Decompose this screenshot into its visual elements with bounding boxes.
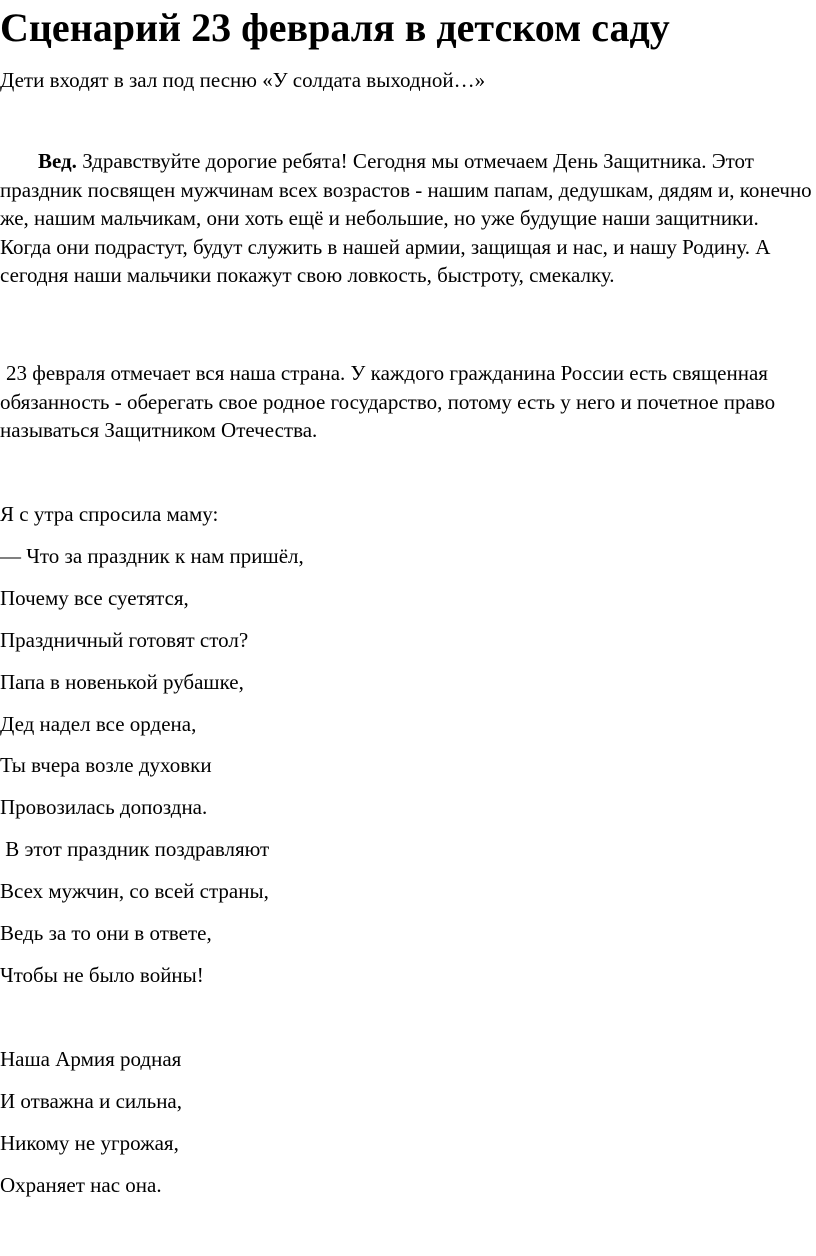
poem-line: Охраняет нас она. (0, 1173, 162, 1197)
poem-line: Всех мужчин, со всей страны, (0, 879, 269, 903)
poem-line: Наша Армия родная (0, 1047, 182, 1071)
poem-line: Ведь за то они в ответе, (0, 921, 212, 945)
poem-line: Чтобы не было войны! (0, 963, 204, 987)
host-speech-paragraph (0, 147, 812, 290)
document-title: Сценарий 23 февраля в детском саду (0, 5, 670, 50)
poem-line: Праздничный готовят стол? (0, 628, 249, 652)
poem-line: — Что за праздник к нам пришёл, (0, 544, 304, 568)
poem-line: Никому не угрожая, (0, 1131, 179, 1155)
poem-line: Почему все суетятся, (0, 586, 189, 610)
poem-line: В этот праздник поздравляют (0, 837, 270, 861)
poem-line: И отважна и сильна, (0, 1089, 183, 1113)
poem-line: Ты вчера возле духовки (0, 753, 212, 777)
poem-line: Я с утра спросила маму: (0, 502, 219, 526)
poem-line: Провозилась допоздна. (0, 795, 208, 819)
country-paragraph: 23 февраля отмечает вся наша страна. У каждого гражданина России есть священная обязанность - оберегать свое родное государство, потому есть у него и почетное право называться Защитником Отечества. (0, 361, 776, 442)
intro-line: Дети входят в зал под песню «У солдата выходной…» (0, 68, 486, 92)
speaker-label: Вед. (38, 149, 77, 173)
poem-line: Папа в новенькой рубашке, (0, 670, 244, 694)
host-speech-text: Здравствуйте дорогие ребята! Сегодня мы отмечаем День Защитника. Этот праздник посвящен мужчинам всех возрастов - нашим папам, дедушкам, дядям и, конечно же, нашим мальчикам, они хоть ещё и небольшие, но уже будущие наши защитники. Когда они подрастут, будут служить в нашей армии, защищая и нас, и нашу Родину. А сегодня наши мальчики покажут свою ловкость, быстроту, смекалку. (0, 149, 812, 287)
poem-line: Дед надел все ордена, (0, 712, 197, 736)
